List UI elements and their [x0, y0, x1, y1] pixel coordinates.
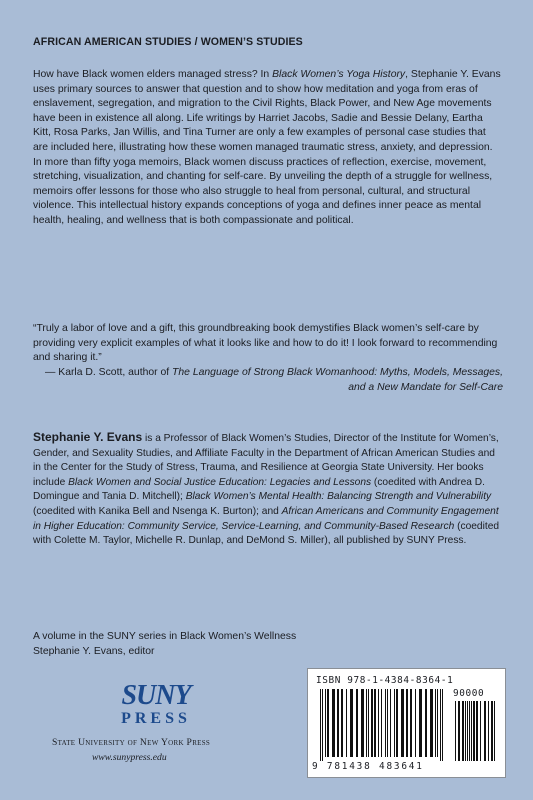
barcode-bar — [430, 689, 433, 757]
barcode-bar — [387, 689, 388, 757]
attribution-prefix: — Karla D. Scott, author of — [44, 367, 173, 378]
barcode-bar — [471, 701, 472, 761]
isbn-barcode — [307, 668, 506, 778]
description-text: How have Black women elders managed stress? In — [33, 69, 273, 80]
endorsement-attribution — [33, 366, 503, 395]
endorsement-quote: “Truly a labor of love and a gift, this groundbreaking book demystifies Black women’s self-care by providing very explicit examples of what it looks like and how to do it! I look forward to recommending and sharing it.” — [33, 323, 498, 364]
series-note — [33, 630, 333, 659]
barcode-bar — [462, 701, 464, 761]
barcode-bar — [419, 689, 422, 757]
bio-text: (coedited with Andrea D. Domingue and Tania D. Mitchell); — [33, 476, 485, 503]
barcode-bar — [346, 689, 347, 757]
bio-book-title: Black Women and Social Justice Education: Legacies and Lessons — [68, 476, 372, 488]
price-code: 90000 — [453, 688, 485, 699]
description-text: , Stephanie Y. Evans uses primary sources to answer that question and to show how meditation and yoga from eras of enslavement, segregation, and migration to the Civil Rights, Black Power, and New Age movements have been in existence all along. Life writings by Harriet Jacobs, Sadie and Bessie Delany, Eartha Kitt, Rosa Parks, Jan Willis, and Tina Turner are only a few examples of personal case studies that are included here, illustrating how these women managed traumatic stress, anxiety, and depression. In more than fifty yoga memoirs, Black women discuss practices of reflection, exercise, movement, stretching, visualization, and chanting for self-care. By unveiling the depth of a struggle for wellness, memoirs offer lessons for those who also struggle to heal from personal, cultural, and structural violence. This intellectual history expands conceptions of yoga and defines inner peace as mental health, healing, and wellness that is both compassionate and political. — [33, 69, 501, 226]
attribution-book-title: The Language of Strong Black Womanhood: Myths, Models, Messages, and a New Mandate for Self-Care — [172, 367, 503, 393]
barcode-bar — [381, 689, 382, 757]
barcode-bar — [476, 701, 478, 761]
barcode-bar — [374, 689, 376, 757]
barcode-bar — [458, 701, 460, 761]
barcode-bar — [325, 689, 326, 757]
barcode-bar — [356, 689, 358, 757]
barcode-bar — [425, 689, 427, 757]
bio-text: (coedited with Kanika Bell and Nsenga K. Burton); and — [33, 505, 282, 517]
barcode-bar — [368, 689, 369, 757]
barcode-bar — [385, 689, 386, 757]
bio-book-title: African Americans and Community Engagement in Higher Education: Community Service, Service-Learning, and Community-Based Research — [33, 505, 499, 532]
publisher-url: www.sunypress.edu — [92, 752, 167, 763]
suny-press-logo — [96, 680, 216, 728]
barcode-bar — [401, 689, 404, 757]
barcode-bar — [361, 689, 364, 757]
barcode-bar — [437, 689, 438, 757]
publisher-name: State University of New York Press — [52, 737, 211, 748]
barcode-bar — [465, 701, 466, 761]
barcode-bar — [378, 689, 379, 757]
book-title: Black Women’s Yoga History — [272, 69, 406, 80]
barcode-bar — [467, 701, 468, 761]
barcode-bar — [350, 689, 353, 757]
barcode-bar — [327, 689, 329, 757]
logo-press: PRESS — [121, 710, 191, 727]
barcode-bar — [469, 701, 470, 761]
barcode-bar — [480, 701, 481, 761]
category-heading: AFRICAN AMERICAN STUDIES / WOMEN’S STUDIES — [33, 36, 303, 48]
barcode-bar — [371, 689, 373, 757]
barcode-bar — [394, 689, 395, 757]
book-description — [33, 68, 503, 229]
isbn-label: ISBN 978-1-4384-8364-1 — [316, 675, 454, 686]
barcode-bar — [337, 689, 339, 757]
logo-suny: SUNY — [121, 680, 191, 711]
barcode-digits: 9 781438 483641 — [312, 761, 424, 772]
barcode-bar — [435, 689, 436, 757]
bio-book-title: Black Women’s Mental Health: Balancing Strength and Vulnerability — [185, 491, 492, 503]
author-name: Stephanie Y. Evans — [33, 430, 143, 444]
barcode-bar — [332, 689, 335, 757]
barcode-bar — [442, 689, 443, 761]
barcode-bar — [396, 689, 398, 757]
series-line: A volume in the SUNY series in Black Women’s Wellness — [33, 631, 297, 642]
barcode-bar — [390, 689, 391, 757]
barcode-bar — [410, 689, 412, 757]
series-editor: Stephanie Y. Evans, editor — [33, 645, 155, 657]
barcode-bar — [415, 689, 416, 757]
barcode-bar — [322, 689, 323, 761]
barcode-bar — [440, 689, 441, 761]
barcode-bar — [320, 689, 321, 761]
barcode-bar — [406, 689, 408, 757]
barcode-bar — [491, 701, 493, 761]
bio-text: (coedited with Colette M. Taylor, Michelle R. Dunlap, and DeMond S. Miller), all published by SUNY Press. — [33, 520, 500, 547]
barcode-bar — [366, 689, 367, 757]
barcode-bar — [455, 701, 456, 761]
author-bio — [33, 430, 503, 549]
barcode-bar — [488, 701, 489, 761]
bio-text: is a Professor of Black Women’s Studies, Director of the Institute for Women’s, Gender, and Sexuality Studies, and Affiliate Faculty in the Department of African American Studies and in the Center for the Study of Stress, Trauma, and Resilience at Georgia State University. Her books include — [33, 433, 499, 488]
barcode-bar — [494, 701, 495, 761]
barcode-bar — [341, 689, 343, 757]
barcode-bar — [484, 701, 486, 761]
barcode-bar — [473, 701, 475, 761]
